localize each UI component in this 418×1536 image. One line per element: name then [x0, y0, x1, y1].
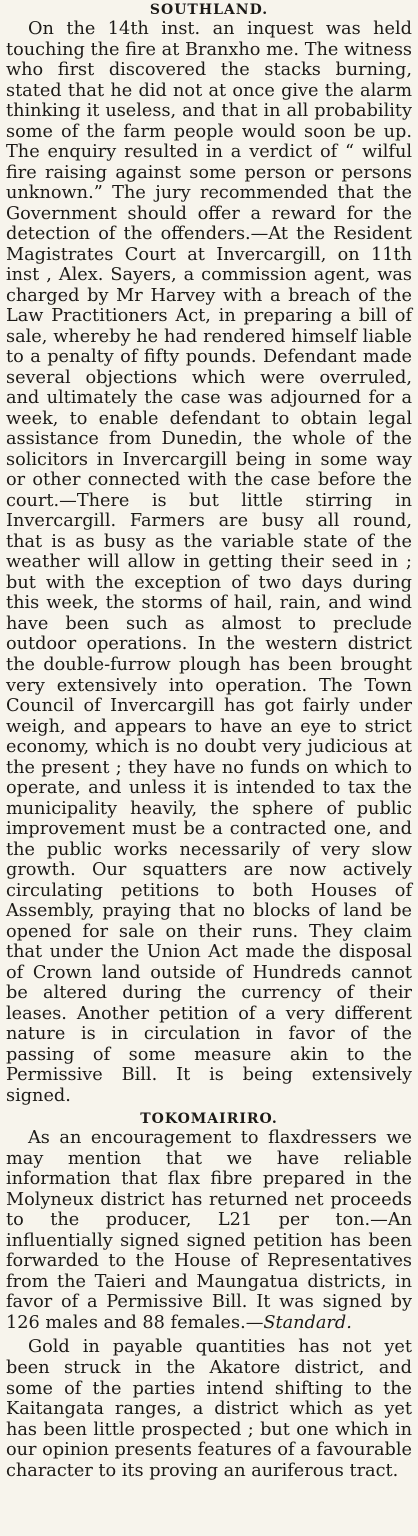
article-paragraph: Gold in payable quantities has not yet been struck in the Akatore district, and some of the parties intend shifting to the Kaitangata ranges, a district which as yet has been little prospected ; but one which in our opinion presents features of a favourable character to its proving an auriferous tract.	[6, 1337, 412, 1481]
newspaper-column	[6, 0, 412, 1481]
paragraph-text: As an encouragement to flaxdressers we may mention that we have reliable information that flax fibre prepared in the Molyneux district has returned net proceeds to the producer, L21 per ton.—An influentially signed signed petition has been forwarded to the House of Representatives from the Taieri and Maungatua districts, in favor of a Permissive Bill. It was signed by 126 males and 88 females.—	[6, 1128, 412, 1333]
article-southland	[6, 19, 412, 1106]
source-credit: Standard.	[263, 1312, 352, 1333]
article-paragraph	[6, 1128, 412, 1333]
section-heading-southland: SOUTHLAND.	[149, 2, 269, 18]
section-heading-tokomairiro: TOKOMAIRIRO.	[140, 1111, 278, 1128]
article-paragraph: On the 14th inst. an inquest was held touching the fire at Branxho me. The witness who first discovered the stacks burning, stated that he did not at once give the alarm thinking it useless, and that in all probability some of the farm people would soon be up. The enquiry resulted in a verdict of “ wilful fire raising against some person or persons unknown.” The jury recommended that the Government should offer a reward for the detection of the offenders.—At the Resident Magistrates Court at Invercargill, on 11th inst , Alex. Sayers, a commission agent, was charged by Mr Harvey with a breach of the Law Practitioners Act, in preparing a bill of sale, whereby he had rendered himself liable to a penalty of fifty pounds. Defendant made several objections which were overruled, and ultimately the case was adjourned for a week, to enable defendant to obtain legal assistance from Dunedin, the whole of the solicitors in Invercargill being in some way or other connected with the case before the court.—There is but little stirring in Invercargill. Farmers are busy all round, that is as busy as the variable state of the weather will allow in getting their seed in ; but with the exception of two days during this week, the storms of hail, rain, and wind have been such as almost to preclude outdoor operations. In the western district the double-furrow plough has been brought very extensively into operation. The Town Council of Invercargill has got fairly under weigh, and appears to have an eye to strict economy, which is no doubt very judicious at the present ; they have no funds on which to operate, and unless it is intended to tax the municipality heavily, the sphere of public improvement must be a contracted one, and the public works necessarily of very slow growth. Our squatters are now actively circulating petitions to both Houses of Assembly, praying that no blocks of land be opened for sale on their runs. They claim that under the Union Act made the disposal of Crown land outside of Hundreds cannot be altered during the currency of their leases. Another petition of a very different nature is in circulation in favor of the passing of some measure akin to the Permissive Bill. It is being extensively signed.	[6, 19, 412, 1106]
article-tokomairiro	[6, 1128, 412, 1481]
